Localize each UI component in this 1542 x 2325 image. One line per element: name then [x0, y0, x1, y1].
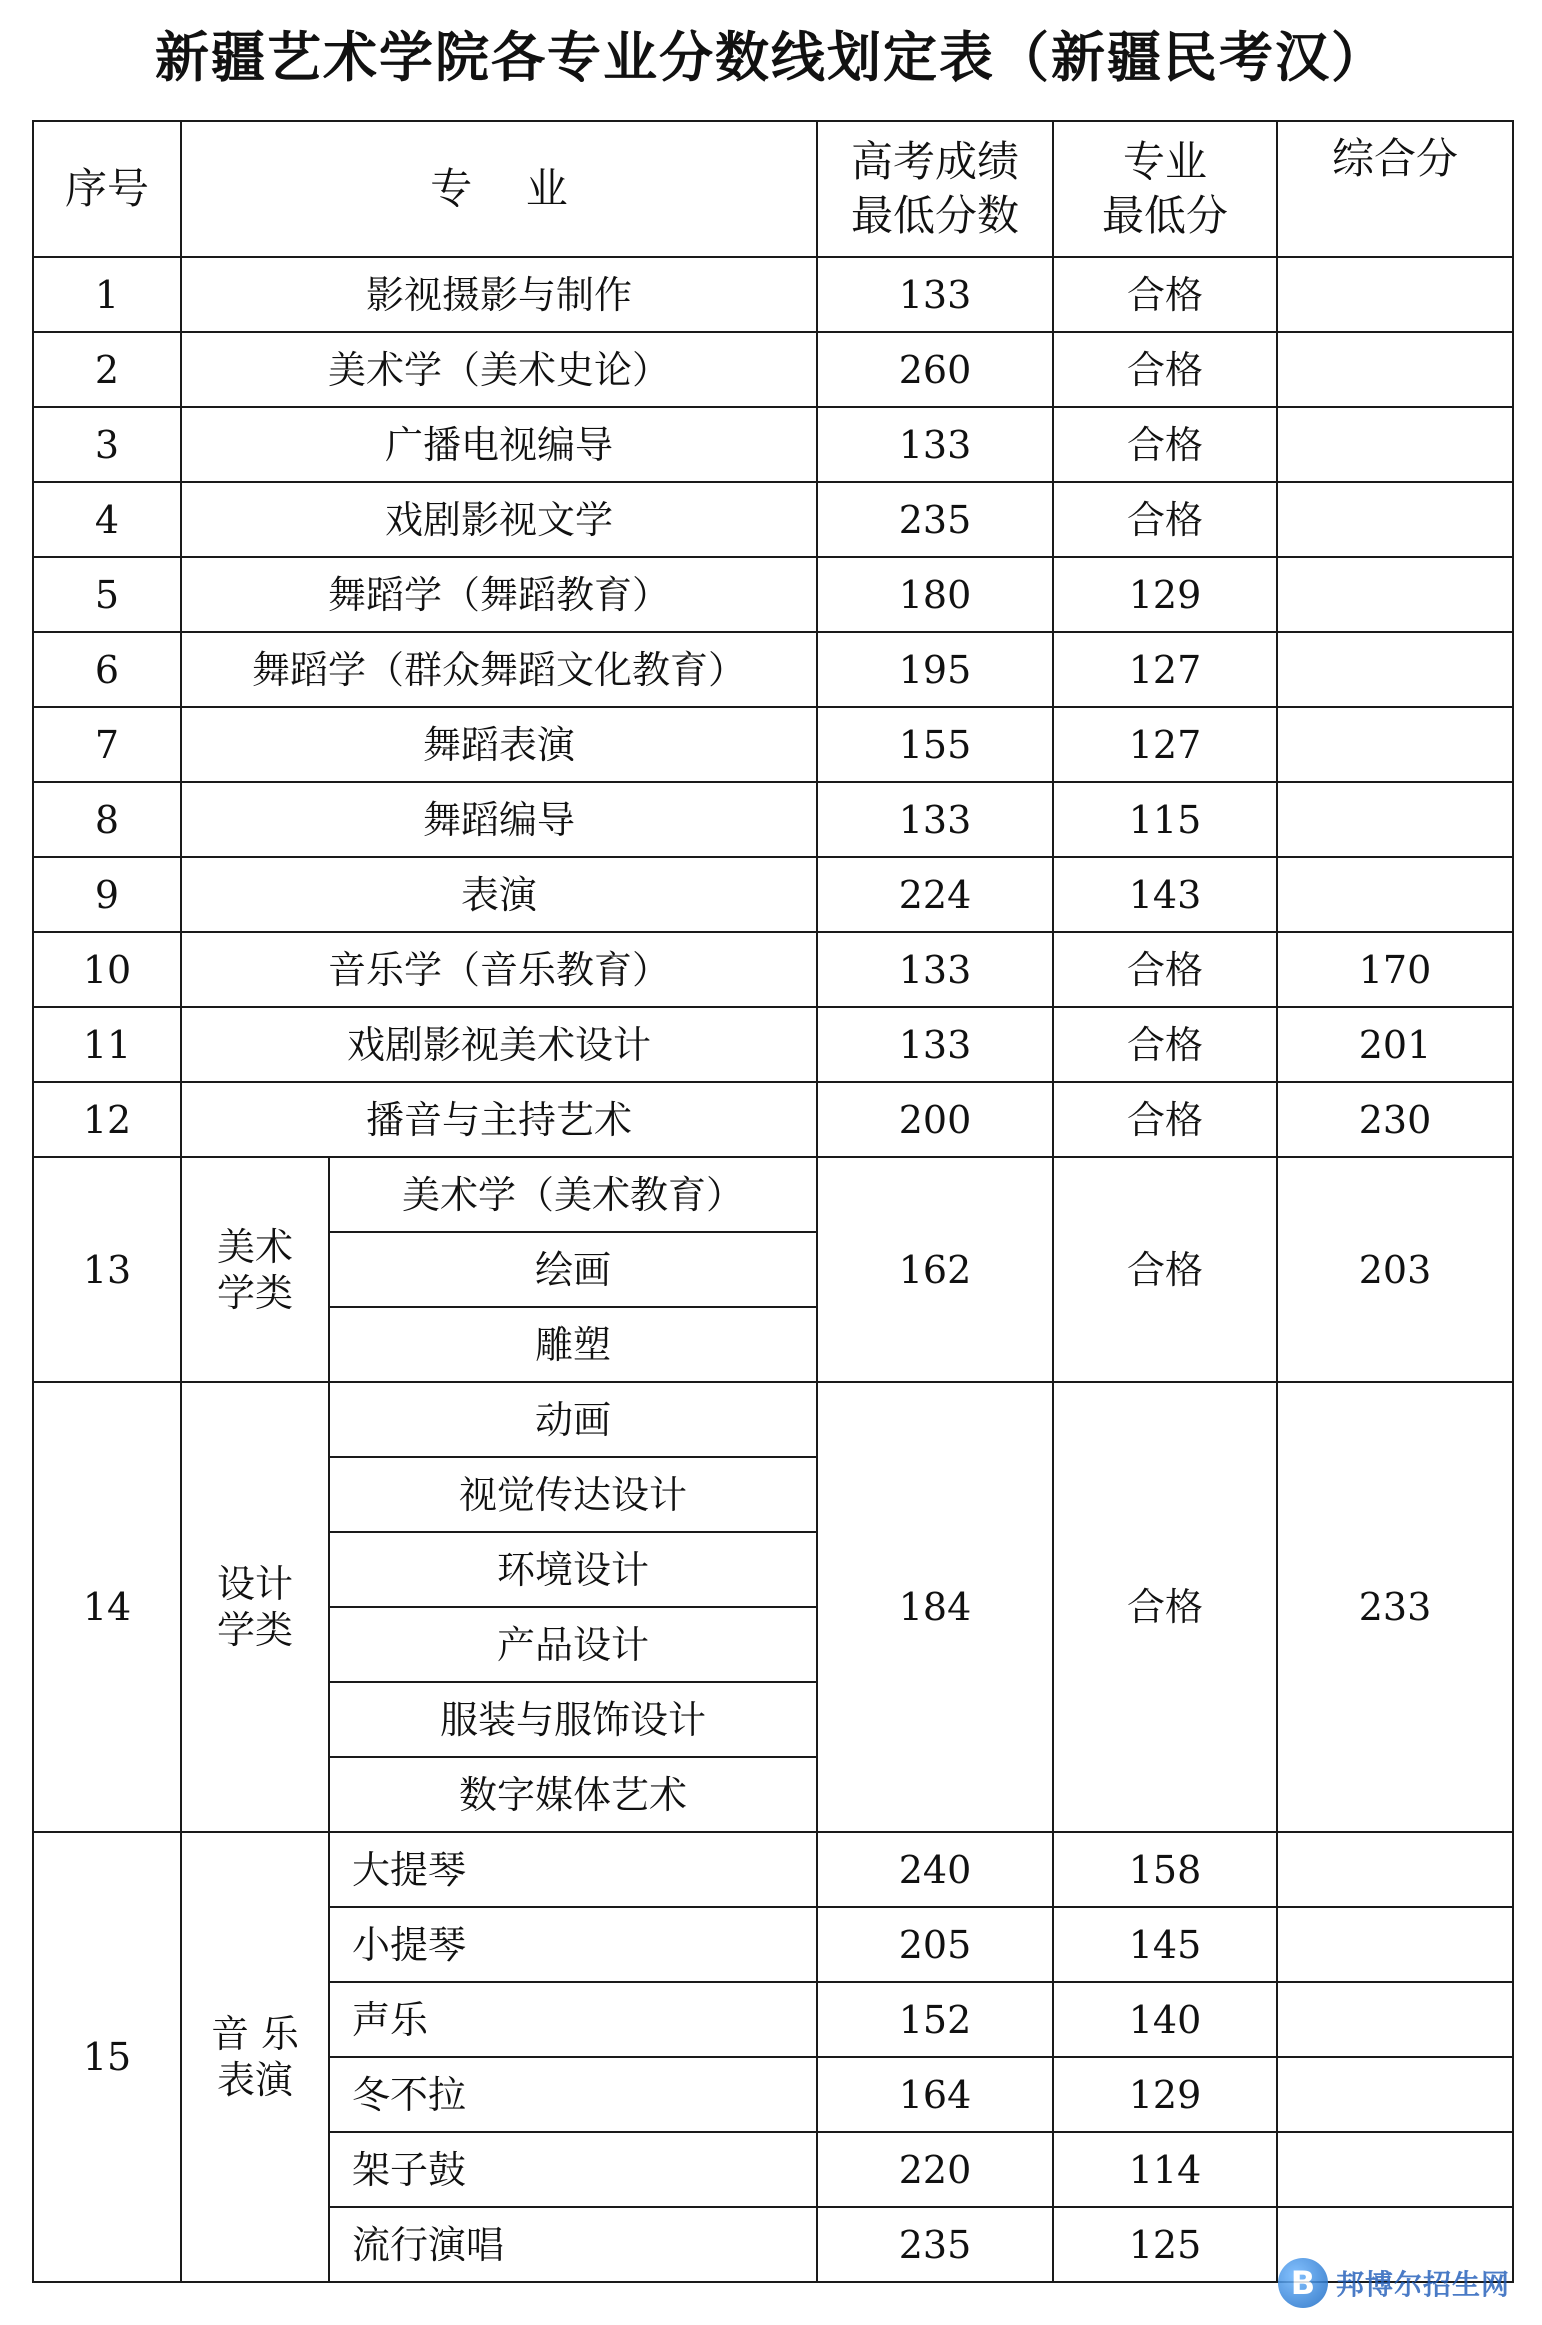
score-table: [32, 120, 1514, 2283]
table-row: [33, 1382, 1513, 1457]
major-cell: 产品设计: [329, 1607, 817, 1682]
professional-score-cell: 143: [1053, 857, 1277, 932]
header-seq: 序号: [33, 121, 181, 257]
major-cell: 动画: [329, 1382, 817, 1457]
composite-score-cell: [1277, 1907, 1513, 1982]
major-cell: 绘画: [329, 1232, 817, 1307]
seq-cell: 3: [33, 407, 181, 482]
major-cell: 舞蹈学（舞蹈教育）: [181, 557, 817, 632]
table-row: [33, 707, 1513, 782]
gaokao-score-cell: 133: [817, 1007, 1053, 1082]
category-cell: [181, 1382, 329, 1832]
professional-score-cell: 127: [1053, 707, 1277, 782]
professional-score-cell: 125: [1053, 2207, 1277, 2282]
category-cell-line2: 学类: [216, 1608, 293, 1652]
professional-score-cell: 158: [1053, 1832, 1277, 1907]
gaokao-score-cell: 224: [817, 857, 1053, 932]
seq-cell: 13: [33, 1157, 181, 1382]
composite-score-cell: [1277, 2057, 1513, 2132]
category-cell-line2: 表演: [216, 2058, 293, 2102]
gaokao-score-cell: 235: [817, 2207, 1053, 2282]
major-cell: 冬不拉: [329, 2057, 817, 2132]
category-cell-line1: 音 乐: [210, 2012, 300, 2056]
major-cell: 舞蹈表演: [181, 707, 817, 782]
composite-score-cell: [1277, 857, 1513, 932]
professional-score-cell: 合格: [1053, 482, 1277, 557]
professional-score-cell: 合格: [1053, 1382, 1277, 1832]
professional-score-cell: 140: [1053, 1982, 1277, 2057]
header-composite: 综合分: [1277, 121, 1513, 257]
seq-cell: 12: [33, 1082, 181, 1157]
major-cell: 舞蹈学（群众舞蹈文化教育）: [181, 632, 817, 707]
table-row: [33, 257, 1513, 332]
table-row: [33, 1007, 1513, 1082]
major-cell: 服装与服饰设计: [329, 1682, 817, 1757]
seq-cell: 9: [33, 857, 181, 932]
composite-score-cell: [1277, 557, 1513, 632]
gaokao-score-cell: 200: [817, 1082, 1053, 1157]
major-cell: 架子鼓: [329, 2132, 817, 2207]
seq-cell: 4: [33, 482, 181, 557]
gaokao-score-cell: 180: [817, 557, 1053, 632]
header-prof-line1: 专业: [1122, 137, 1207, 186]
seq-cell: 10: [33, 932, 181, 1007]
major-cell: 播音与主持艺术: [181, 1082, 817, 1157]
major-cell: 舞蹈编导: [181, 782, 817, 857]
major-cell: 雕塑: [329, 1307, 817, 1382]
table-row: [33, 482, 1513, 557]
composite-score-cell: [1277, 707, 1513, 782]
header-gaokao: [817, 121, 1053, 257]
gaokao-score-cell: 133: [817, 782, 1053, 857]
professional-score-cell: 115: [1053, 782, 1277, 857]
category-cell: [181, 1157, 329, 1382]
table-row: [33, 1832, 1513, 1907]
major-cell: 大提琴: [329, 1832, 817, 1907]
composite-score-cell: 170: [1277, 932, 1513, 1007]
seq-cell: 11: [33, 1007, 181, 1082]
professional-score-cell: 合格: [1053, 1157, 1277, 1382]
professional-score-cell: 合格: [1053, 932, 1277, 1007]
table-row: [33, 632, 1513, 707]
header-gaokao-line2: 最低分数: [850, 191, 1019, 240]
header-prof-line2: 最低分: [1101, 191, 1228, 240]
gaokao-score-cell: 240: [817, 1832, 1053, 1907]
watermark: [1278, 2255, 1518, 2311]
gaokao-score-cell: 152: [817, 1982, 1053, 2057]
gaokao-score-cell: 195: [817, 632, 1053, 707]
seq-cell: 6: [33, 632, 181, 707]
professional-score-cell: 合格: [1053, 407, 1277, 482]
professional-score-cell: 合格: [1053, 332, 1277, 407]
composite-score-cell: [1277, 407, 1513, 482]
gaokao-score-cell: 155: [817, 707, 1053, 782]
gaokao-score-cell: 164: [817, 2057, 1053, 2132]
composite-score-cell: [1277, 1832, 1513, 1907]
professional-score-cell: 合格: [1053, 1082, 1277, 1157]
gaokao-score-cell: 133: [817, 932, 1053, 1007]
table-row: [33, 782, 1513, 857]
composite-score-cell: [1277, 782, 1513, 857]
major-cell: 小提琴: [329, 1907, 817, 1982]
category-cell-line2: 学类: [216, 1270, 293, 1315]
table-row: [33, 1082, 1513, 1157]
gaokao-score-cell: 235: [817, 482, 1053, 557]
composite-score-cell: 233: [1277, 1382, 1513, 1832]
header-major: 专 业: [181, 121, 817, 257]
major-cell: 广播电视编导: [181, 407, 817, 482]
seq-cell: 15: [33, 1832, 181, 2282]
seq-cell: 1: [33, 257, 181, 332]
professional-score-cell: 127: [1053, 632, 1277, 707]
major-cell: 表演: [181, 857, 817, 932]
composite-score-cell: [1277, 632, 1513, 707]
major-cell: 美术学（美术教育）: [329, 1157, 817, 1232]
composite-score-cell: [1277, 332, 1513, 407]
composite-score-cell: [1277, 2132, 1513, 2207]
table-row: [33, 932, 1513, 1007]
professional-score-cell: 129: [1053, 2057, 1277, 2132]
major-cell: 影视摄影与制作: [181, 257, 817, 332]
gaokao-score-cell: 220: [817, 2132, 1053, 2207]
seq-cell: 7: [33, 707, 181, 782]
major-cell: 戏剧影视文学: [181, 482, 817, 557]
composite-score-cell: 201: [1277, 1007, 1513, 1082]
gaokao-score-cell: 184: [817, 1382, 1053, 1832]
seq-cell: 8: [33, 782, 181, 857]
table-header-row: [33, 121, 1513, 257]
gaokao-score-cell: 260: [817, 332, 1053, 407]
professional-score-cell: 合格: [1053, 1007, 1277, 1082]
watermark-logo-icon: B: [1278, 2258, 1328, 2308]
professional-score-cell: 合格: [1053, 257, 1277, 332]
seq-cell: 5: [33, 557, 181, 632]
composite-score-cell: 203: [1277, 1157, 1513, 1382]
category-cell: [181, 1832, 329, 2282]
header-gaokao-line1: 高考成绩: [850, 137, 1019, 186]
composite-score-cell: [1277, 257, 1513, 332]
category-cell-line1: 美术: [216, 1224, 293, 1269]
composite-score-cell: 230: [1277, 1082, 1513, 1157]
major-cell: 数字媒体艺术: [329, 1757, 817, 1832]
composite-score-cell: [1277, 482, 1513, 557]
header-prof: [1053, 121, 1277, 257]
major-cell: 音乐学（音乐教育）: [181, 932, 817, 1007]
watermark-text: 邦博尔招生网: [1336, 2268, 1511, 2301]
table-row: [33, 407, 1513, 482]
major-cell: 流行演唱: [329, 2207, 817, 2282]
table-row: [33, 857, 1513, 932]
table-row: [33, 1157, 1513, 1232]
gaokao-score-cell: 162: [817, 1157, 1053, 1382]
major-cell: 美术学（美术史论）: [181, 332, 817, 407]
professional-score-cell: 114: [1053, 2132, 1277, 2207]
gaokao-score-cell: 133: [817, 257, 1053, 332]
professional-score-cell: 145: [1053, 1907, 1277, 1982]
table-row: [33, 557, 1513, 632]
composite-score-cell: [1277, 1982, 1513, 2057]
professional-score-cell: 129: [1053, 557, 1277, 632]
gaokao-score-cell: 205: [817, 1907, 1053, 1982]
seq-cell: 2: [33, 332, 181, 407]
major-cell: 环境设计: [329, 1532, 817, 1607]
major-cell: 视觉传达设计: [329, 1457, 817, 1532]
major-cell: 声乐: [329, 1982, 817, 2057]
table-row: [33, 332, 1513, 407]
category-cell-line1: 设计: [216, 1562, 293, 1606]
page-title: 新疆艺术学院各专业分数线划定表（新疆民考汉）: [155, 26, 1387, 89]
seq-cell: 14: [33, 1382, 181, 1832]
gaokao-score-cell: 133: [817, 407, 1053, 482]
major-cell: 戏剧影视美术设计: [181, 1007, 817, 1082]
